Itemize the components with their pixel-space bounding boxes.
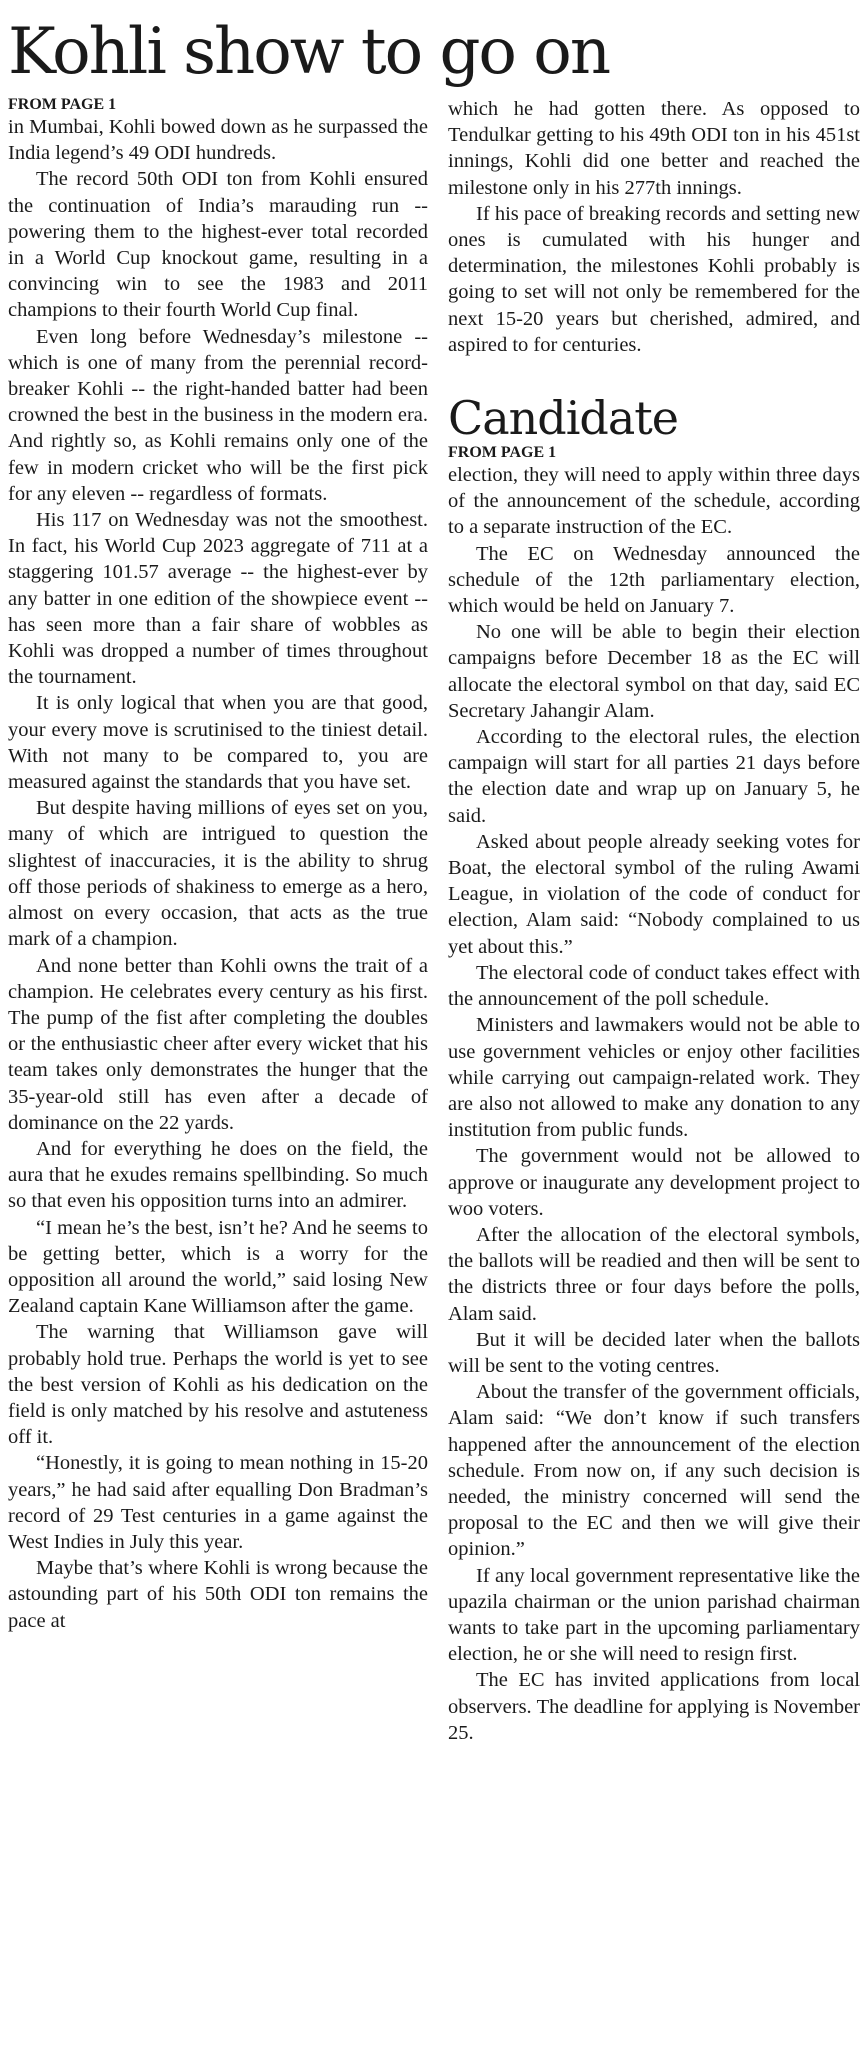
kohli-paragraph: which he had gotten there. As opposed to Tendulkar getting to his 49th ODI ton in his 451st innings, Kohli did one better and reached the milestone only in his 277th innings. <box>448 98 860 199</box>
candidate-paragraph: election, they will need to apply within three days of the announcement of the schedule, according to a separate instruction of the EC. <box>448 464 860 539</box>
candidate-paragraph: If any local government representative like the upazila chairman or the union parishad chairman wants to take part in the upcoming parliamentary election, he or she will need to resign first. <box>448 1564 860 1666</box>
kohli-paragraph: The warning that Williamson gave will probably hold true. Perhaps the world is yet to see the best version of Kohli as his dedication on the field is only matched by his resolve and astuteness off it. <box>8 1321 428 1449</box>
kohli-paragraph: “Honestly, it is going to mean nothing in 15-20 years,” he had said after equalling Don Bradman’s record of 29 Test centuries in a game against the West Indies in July this year. <box>8 1452 428 1553</box>
kohli-headline: Kohli show to go on <box>8 15 610 89</box>
candidate-paragraph: After the allocation of the electoral symbols, the ballots will be readied and then will be sent to the districts three or four days before the polls, Alam said. <box>448 1223 860 1325</box>
kohli-paragraph: And none better than Kohli owns the trait of a champion. He celebrates every century as his first. The pump of the fist after completing the doubles or the enthusiastic cheer after every wicket that his team takes only demonstrates the hunger that the 35-year-old still has even after a decade of dominance on the 22 yards. <box>8 954 428 1134</box>
right-column <box>448 96 860 1746</box>
candidate-paragraph: According to the electoral rules, the election campaign will start for all parties 21 days before the election date and wrap up on January 5, he said. <box>448 726 860 827</box>
kohli-paragraph: “I mean he’s the best, isn’t he? And he seems to be getting better, which is a worry for the opposition all around the world,” said losing New Zealand captain Kane Williamson after the game. <box>8 1216 428 1318</box>
kohli-kicker: FROM PAGE 1 <box>8 96 117 113</box>
candidate-kicker: FROM PAGE 1 <box>448 444 557 462</box>
kohli-paragraph: in Mumbai, Kohli bowed down as he surpassed the India legend’s 49 ODI hundreds. <box>8 116 428 165</box>
kohli-paragraph: It is only logical that when you are that good, your every move is scrutinised to the tiniest detail. With not many to be compared to, you are measured against the standards that you have set. <box>8 692 428 794</box>
kohli-article-column-1 <box>8 96 428 1634</box>
candidate-paragraph: No one will be able to begin their election campaigns before December 18 as the EC will allocate the electoral symbol on that day, said EC Secretary Jahangir Alam. <box>448 621 860 722</box>
candidate-paragraph: The EC has invited applications from local observers. The deadline for applying is November 25. <box>448 1669 860 1744</box>
candidate-paragraph: About the transfer of the government officials, Alam said: “We don’t know if such transfers happened after the announcement of the election schedule. From now on, if any such decision is needed, the ministry concerned will send the proposal to the EC and then we will give their opinion.” <box>448 1381 860 1561</box>
kohli-paragraph: If his pace of breaking records and setting new ones is cumulated with his hunger and determination, the milestones Kohli probably is going to set will not only be remembered for the next 15-20 years but cherished, admired, and aspired to for centuries. <box>448 202 860 356</box>
candidate-paragraph: The EC on Wednesday announced the schedule of the 12th parliamentary election, which would be held on January 7. <box>448 542 860 618</box>
candidate-headline: Candidate <box>448 391 678 446</box>
candidate-paragraph: But it will be decided later when the ballots will be sent to the voting centres. <box>448 1328 860 1377</box>
candidate-paragraph: Ministers and lawmakers would not be able to use government vehicles or enjoy other facilities while carrying out campaign-related work. They are also not allowed to make any donation to any institution from public funds. <box>448 1014 860 1142</box>
kohli-paragraph: Even long before Wednesday’s milestone -- which is one of many from the perennial record-breaker Kohli -- the right-handed batter had been crowned the best in the business in the modern era. And rightly so, as Kohli remains only one of the few in modern cricket who will be the first pick for any eleven -- regardless of formats. <box>8 325 428 505</box>
kohli-paragraph: His 117 on Wednesday was not the smoothest. In fact, his World Cup 2023 aggregate of 711 at a staggering 101.57 average -- the highest-ever by any batter in one edition of the showpiece event -- has seen more than a fair share of wobbles as Kohli was dropped a number of times throughout the tournament. <box>8 509 428 689</box>
kohli-paragraph: The record 50th ODI ton from Kohli ensured the continuation of India’s marauding run -- powering them to the highest-ever total recorded in a World Cup knockout game, resulting in a convincing win to see the 1983 and 2011 champions to their fourth World Cup final. <box>8 168 428 322</box>
candidate-paragraph: The government would not be allowed to approve or inaugurate any development project to woo voters. <box>448 1145 860 1220</box>
kohli-paragraph: Maybe that’s where Kohli is wrong because the astounding part of his 50th ODI ton remains the pace at <box>8 1557 428 1632</box>
kohli-paragraph: But despite having millions of eyes set on you, many of which are intrigued to question the slightest of inaccuracies, it is the ability to shrug off those periods of shakiness to emerge as a hero, almost on every occasion, that acts as the true mark of a champion. <box>8 797 428 951</box>
kohli-paragraph: And for everything he does on the field, the aura that he exudes remains spellbinding. So much so that even his opposition turns into an admirer. <box>8 1137 428 1213</box>
candidate-paragraph: The electoral code of conduct takes effect with the announcement of the poll schedule. <box>448 961 860 1011</box>
candidate-paragraph: Asked about people already seeking votes for Boat, the electoral symbol of the ruling Awami League, in violation of the code of conduct for election, Alam said: “Nobody complained to us yet about this.” <box>448 830 860 958</box>
